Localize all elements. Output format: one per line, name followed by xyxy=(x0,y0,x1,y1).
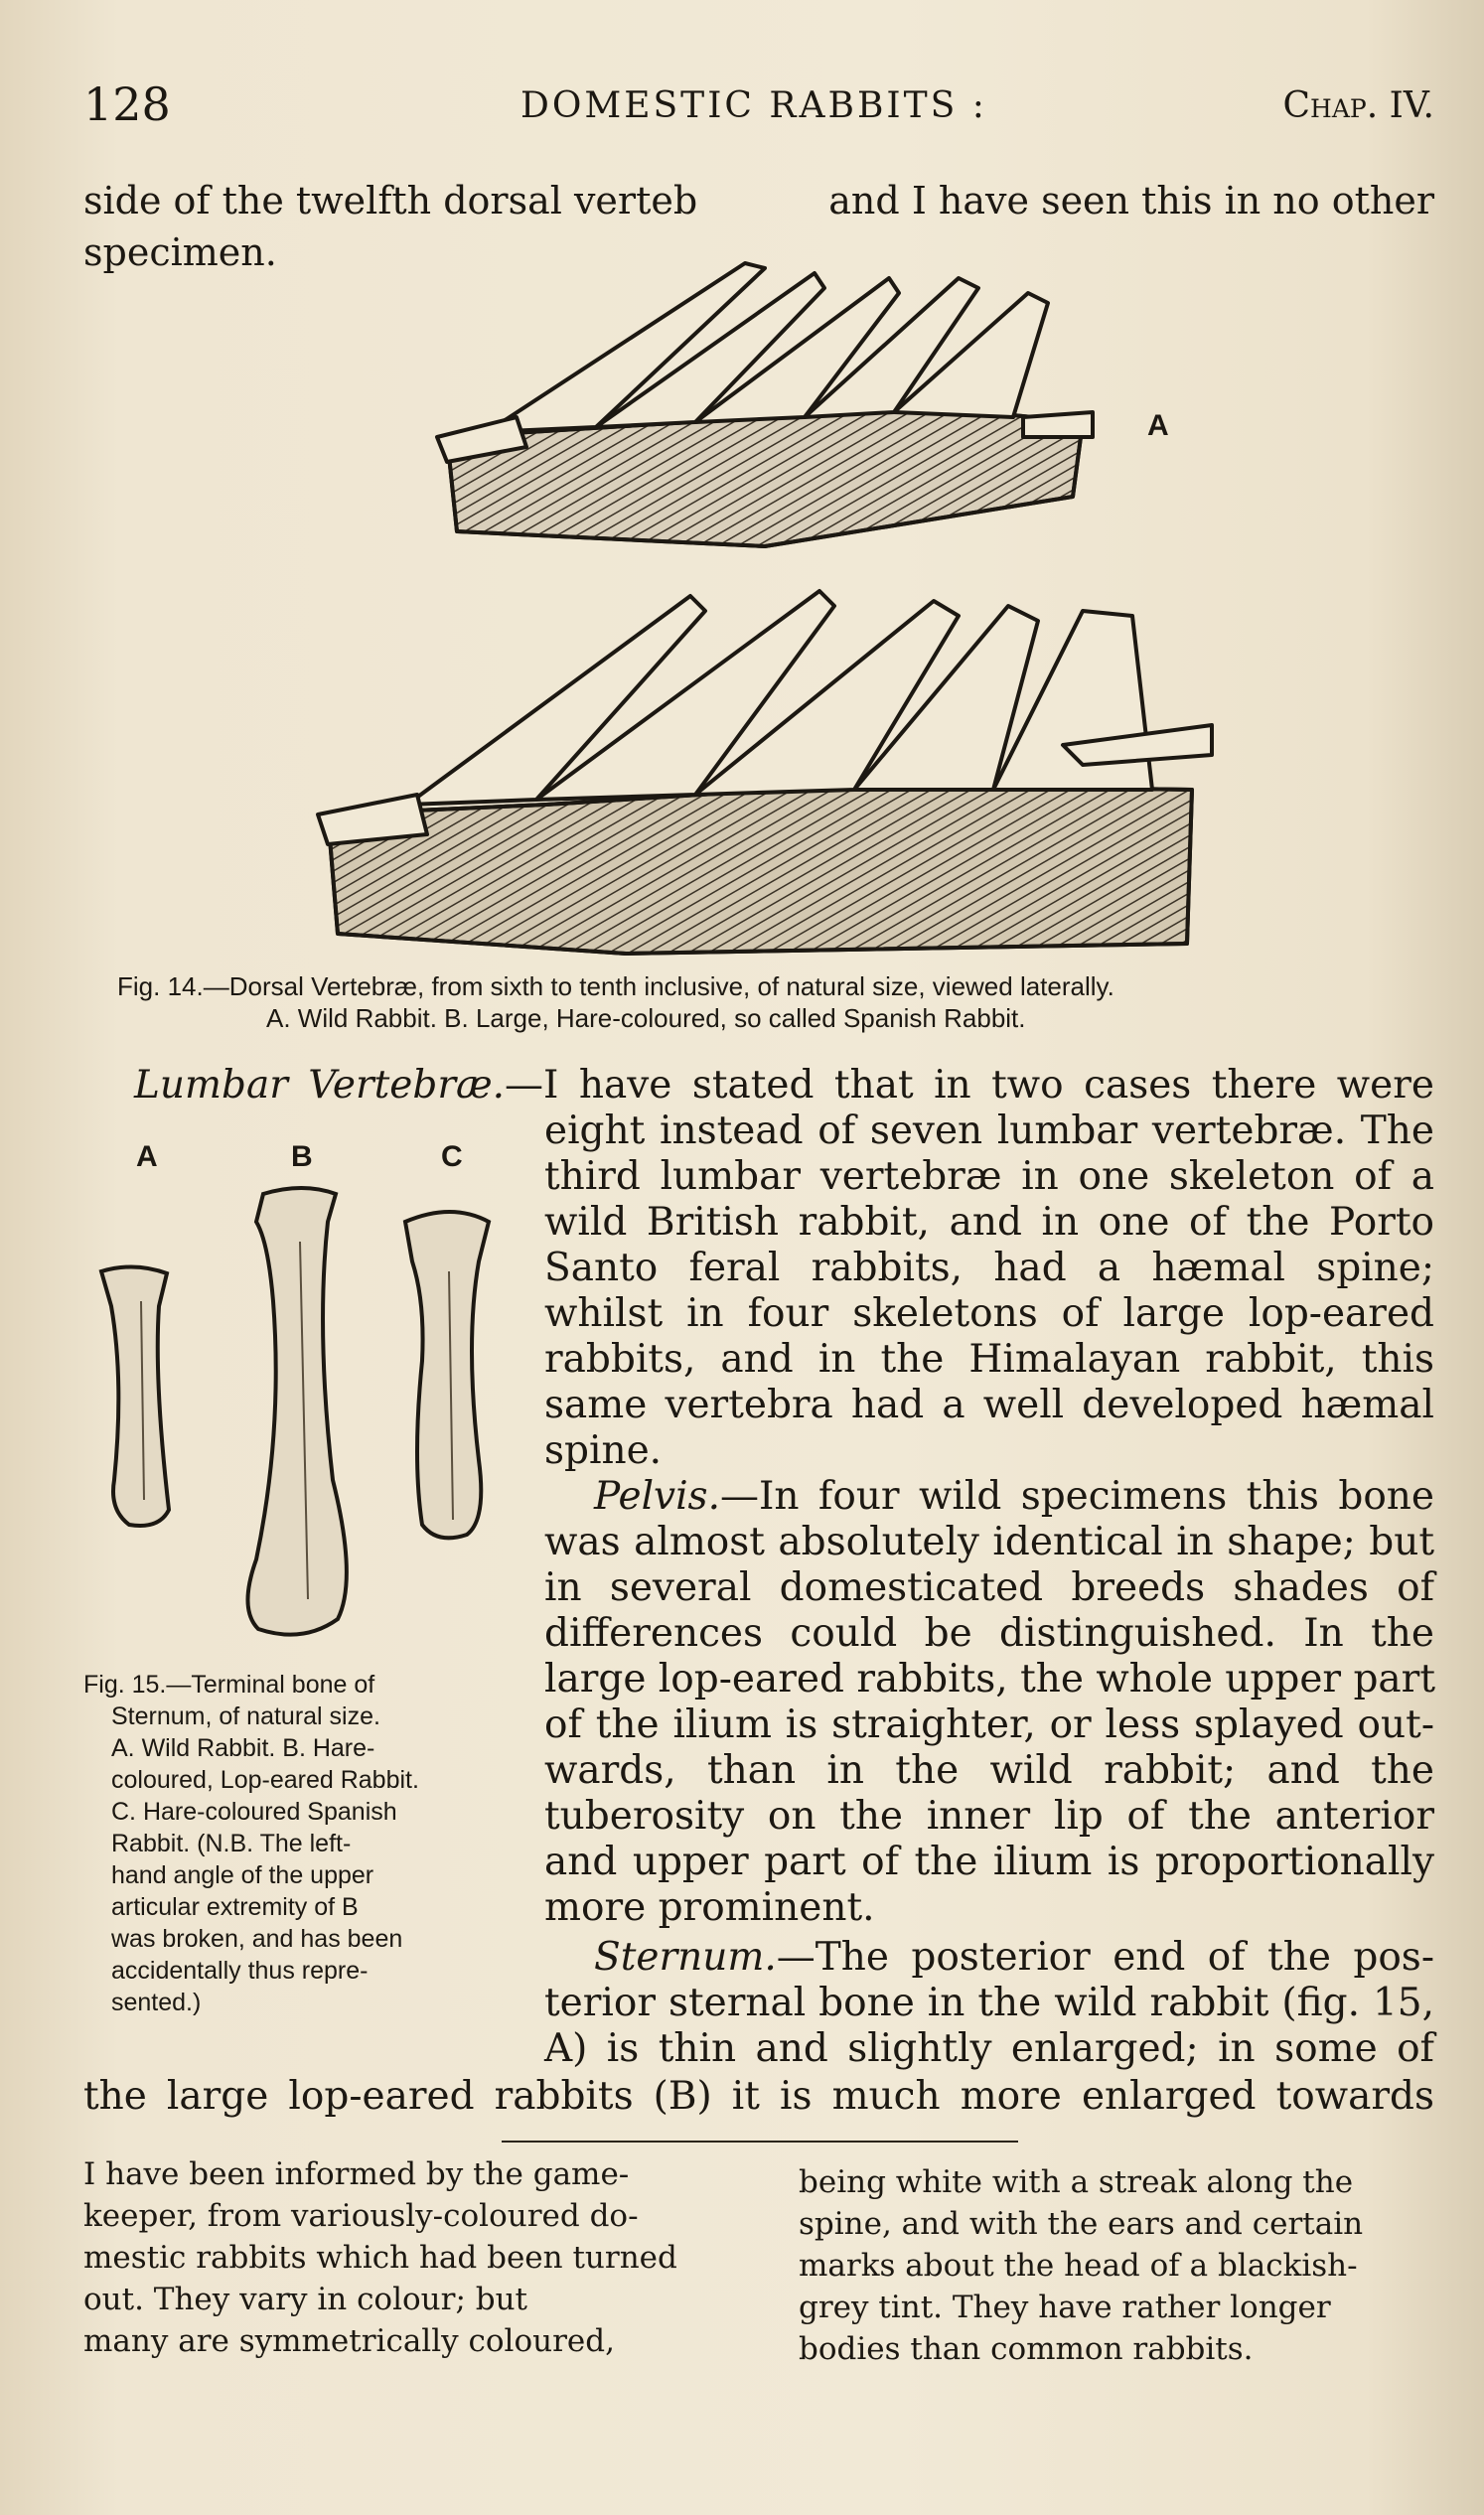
body-line-spine: spine. xyxy=(544,1428,663,1473)
top-line-1-left: side of the twelfth dorsal verteb xyxy=(83,179,698,222)
footnote-line: out. They vary in colour; but xyxy=(83,2282,528,2317)
pelvis-last-line: more prominent. xyxy=(544,1885,875,1930)
pelvis-line: tuberosity on the inner lip of the anterior xyxy=(544,1794,1434,1839)
running-title: DOMESTIC RABBITS : xyxy=(520,85,987,126)
figure-15-label-b: B xyxy=(291,1140,313,1173)
figure-15-caption-line: articular extremity of B xyxy=(111,1893,359,1921)
chapter-label: Chap. IV. xyxy=(1282,85,1434,126)
footnote-line: marks about the head of a blackish- xyxy=(799,2248,1358,2284)
pelvis-line: wards, than in the wild rabbit; and the xyxy=(544,1748,1434,1793)
body-line: eight instead of seven lumbar vertebræ. The xyxy=(544,1109,1434,1153)
body-line: wild British rabbit, and in one of the Porto xyxy=(544,1200,1434,1245)
figure-14-caption-line-2: A. Wild Rabbit. B. Large, Hare-coloured, so called Spanish Rabbit. xyxy=(266,1003,1026,1033)
pelvis-line: and upper part of the ilium is proportionally xyxy=(544,1840,1434,1884)
sternum-bone-c xyxy=(405,1212,489,1538)
sternum-line: A) is thin and slightly enlarged; in some of xyxy=(544,2026,1434,2071)
lumbar-first-line xyxy=(134,1063,1434,1108)
pelvis-first-text: —In four wild specimens this bone xyxy=(719,1474,1434,1519)
footnote-line: many are symmetrically coloured, xyxy=(83,2323,615,2359)
body-line: Santo feral rabbits, had a hæmal spine; xyxy=(544,1246,1434,1290)
pelvis-line: in several domesticated breeds shades of xyxy=(544,1565,1434,1610)
figure-15-caption-line: A. Wild Rabbit. B. Hare- xyxy=(111,1734,375,1762)
figure-14-caption-line-1: Fig. 14.—Dorsal Vertebræ, from sixth to tenth inclusive, of natural size, viewed laterally. xyxy=(117,971,1114,1001)
figure-14-label-a: A xyxy=(1147,409,1169,442)
top-line-2: specimen. xyxy=(83,230,277,274)
figure-15-caption-line: sented.) xyxy=(111,1989,202,2016)
vertebrae-b xyxy=(318,591,1212,954)
lumbar-first-text: —I have stated that in two cases there were xyxy=(505,1063,1434,1108)
pelvis-first-line xyxy=(544,1474,1434,1519)
body-line: third lumbar vertebræ in one skeleton of a xyxy=(544,1154,1434,1199)
figure-15-label-c: C xyxy=(441,1140,463,1173)
page-header xyxy=(83,77,1434,137)
footnote-rule xyxy=(502,2141,1018,2143)
vertebrae-a xyxy=(437,263,1093,546)
body-line: rabbits, and in the Himalayan rabbit, this xyxy=(544,1337,1434,1382)
figure-15-sternum-bones-illustration xyxy=(89,1182,507,1649)
footnote-line: spine, and with the ears and certain xyxy=(799,2206,1364,2242)
footnote-line: bodies than common rabbits. xyxy=(799,2331,1254,2367)
sternum-line: terior sternal bone in the wild rabbit (fig. 15, xyxy=(544,1981,1434,2025)
figure-15-caption-line: Fig. 15.—Terminal bone of xyxy=(83,1671,375,1699)
figure-14-dorsal-vertebrae-illustration xyxy=(298,248,1232,963)
footnote-line: keeper, from variously-coloured do- xyxy=(83,2198,639,2234)
page-number: 128 xyxy=(83,77,171,131)
figure-15-caption-line: accidentally thus repre- xyxy=(111,1957,369,1985)
pelvis-line: differences could be distinguished. In the xyxy=(544,1611,1434,1656)
figure-15-caption-line: was broken, and has been xyxy=(111,1925,403,1953)
sternum-bone-a xyxy=(101,1266,169,1526)
full-width-line: the large lop-eared rabbits (B) it is much more enlarged towards xyxy=(83,2074,1434,2119)
figure-15-caption xyxy=(83,1669,419,2018)
pelvis-line: was almost absolutely identical in shape; but xyxy=(544,1520,1434,1564)
lumbar-heading: Lumbar Vertebræ. xyxy=(134,1063,506,1108)
figure-15-caption-line: coloured, Lop-eared Rabbit. xyxy=(111,1766,419,1794)
body-line: whilst in four skeletons of large lop-eared xyxy=(544,1291,1434,1336)
footnote-line: grey tint. They have rather longer xyxy=(799,2290,1331,2325)
sternum-bone-b xyxy=(247,1188,346,1635)
figure-15-caption-line: C. Hare-coloured Spanish xyxy=(111,1798,397,1826)
footnote-line: mestic rabbits which had been turned xyxy=(83,2240,677,2276)
body-line: same vertebra had a well developed hæmal xyxy=(544,1383,1434,1427)
figure-15-caption-line: Rabbit. (N.B. The left- xyxy=(111,1830,352,1857)
footnote-right-column xyxy=(799,2161,1363,2370)
footnote-line: I have been informed by the game- xyxy=(83,2156,630,2192)
sternum-first-line xyxy=(544,1935,1434,1980)
footnote-left-column xyxy=(83,2153,677,2362)
top-line-1-right: and I have seen this in no other xyxy=(828,179,1434,222)
footnote-line: being white with a streak along the xyxy=(799,2164,1354,2200)
pelvis-heading: Pelvis. xyxy=(594,1474,720,1519)
figure-15-caption-line: Sternum, of natural size. xyxy=(111,1702,380,1730)
sternum-first-text: —The posterior end of the pos- xyxy=(776,1935,1434,1980)
pelvis-line: large lop-eared rabbits, the whole upper part xyxy=(544,1657,1435,1701)
figure-15-label-a: A xyxy=(136,1140,158,1173)
pelvis-line: of the ilium is straighter, or less splayed out- xyxy=(544,1702,1434,1747)
figure-15-caption-line: hand angle of the upper xyxy=(111,1861,374,1889)
sternum-heading: Sternum. xyxy=(594,1935,777,1980)
